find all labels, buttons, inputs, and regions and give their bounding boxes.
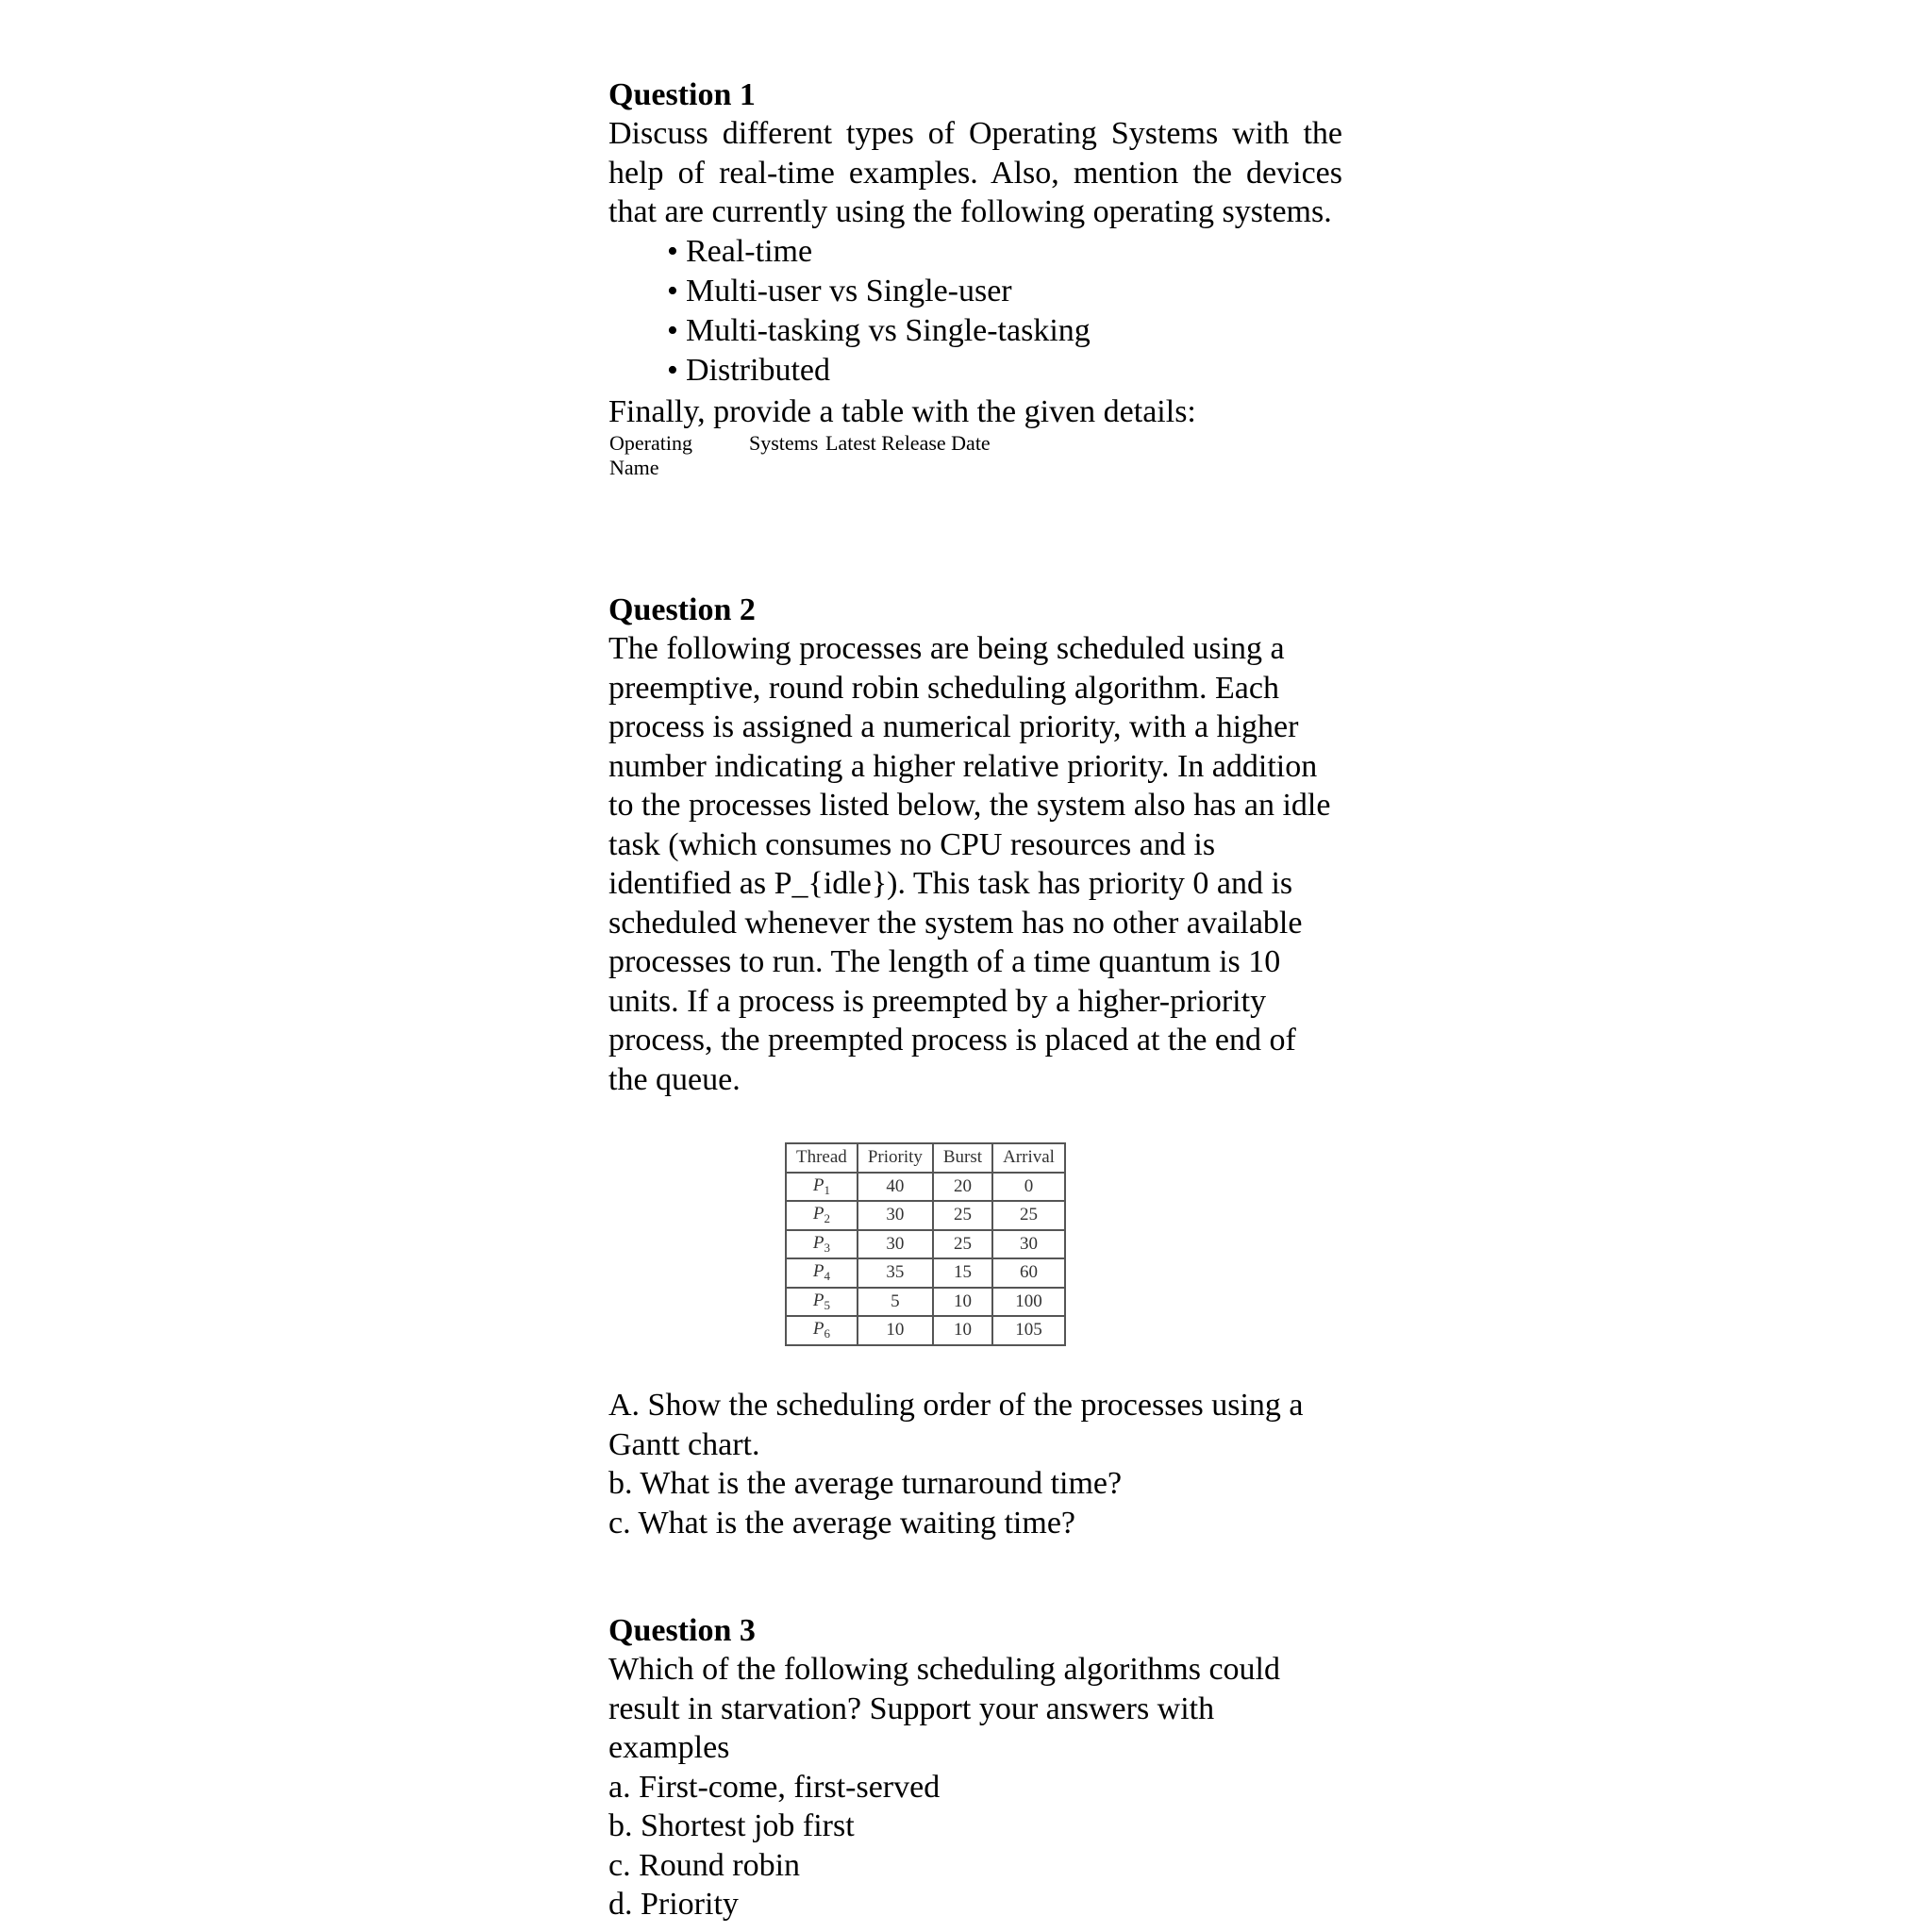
- burst-cell: 20: [933, 1173, 992, 1202]
- burst-cell: 25: [933, 1201, 992, 1230]
- table-row: [786, 1201, 1065, 1230]
- list-item: d. Priority: [608, 1887, 739, 1922]
- arrival-cell: 105: [992, 1316, 1065, 1345]
- table-header-row: [786, 1143, 1065, 1173]
- column-systems: Systems: [749, 431, 819, 455]
- burst-cell: 15: [933, 1258, 992, 1288]
- arrival-cell: 60: [992, 1258, 1065, 1288]
- question-1: [608, 75, 1342, 488]
- question-3-body: Which of the following scheduling algorithms could result in starvation? Support your answers with examples: [608, 1652, 1280, 1765]
- question-2-part-b: b. What is the average turnaround time?: [608, 1466, 1123, 1501]
- thread-cell: $P_5$: [786, 1288, 858, 1317]
- bullet-icon: •: [667, 273, 678, 308]
- priority-cell: 30: [858, 1230, 933, 1259]
- column-operating-name: Operating Name: [609, 431, 692, 479]
- bullet-icon: •: [667, 312, 678, 348]
- question-1-body: Discuss different types of Operating Systems with the help of real-time examples. Also, mention the devices that are currently using the following operating systems.: [608, 116, 1342, 229]
- list-item: • Multi-tasking vs Single-tasking: [667, 311, 1342, 351]
- list-item: • Multi-user vs Single-user: [667, 272, 1342, 311]
- bullet-icon: •: [667, 233, 678, 269]
- question-1-finally: Finally, provide a table with the given details:: [608, 393, 1196, 429]
- thread-cell: $P_2$: [786, 1201, 858, 1230]
- thread-cell: $P_1$: [786, 1173, 858, 1202]
- header-thread: Thread: [786, 1143, 858, 1173]
- list-item: c. Round robin: [608, 1847, 801, 1883]
- table-row: [786, 1230, 1065, 1259]
- priority-cell: 5: [858, 1288, 933, 1317]
- arrival-cell: 25: [992, 1201, 1065, 1230]
- thread-cell: $P_6$: [786, 1316, 858, 1345]
- question-1-bullet-list: [608, 232, 1342, 391]
- priority-cell: 10: [858, 1316, 933, 1345]
- process-table: [785, 1142, 1066, 1346]
- bullet-icon: •: [667, 352, 678, 388]
- process-table-wrapper: [785, 1142, 1066, 1346]
- thread-cell: $P_4$: [786, 1258, 858, 1288]
- list-item: b. Shortest job first: [608, 1808, 855, 1843]
- table-row: [786, 1316, 1065, 1345]
- question-2-part-c: c. What is the average waiting time?: [608, 1505, 1076, 1541]
- question-2-parts: [608, 1386, 1342, 1542]
- question-2-title: Question 2: [608, 592, 756, 627]
- question-2-body: The following processes are being scheduled using a preemptive, round robin scheduling algorithm. Each process is assigned a numerical priority, with a higher number indicating a higher relative priority. In addition to the processes listed below, the system also has an idle task (which consumes no CPU resources and is identified as P_{idle}). This task has priority 0 and is scheduled whenever the system has no other available processes to run. The length of a time quantum is 10 units. If a process is preempted by a higher-priority process, the preempted process is placed at the end of the queue.: [608, 631, 1331, 1097]
- list-item: a. First-come, first-served: [608, 1769, 941, 1805]
- table-row: [786, 1288, 1065, 1317]
- column-latest-release-date: Latest Release Date: [825, 431, 991, 455]
- arrival-cell: 0: [992, 1173, 1065, 1202]
- list-item: • Real-time: [667, 232, 1342, 272]
- header-burst: Burst: [933, 1143, 992, 1173]
- burst-cell: 10: [933, 1316, 992, 1345]
- burst-cell: 25: [933, 1230, 992, 1259]
- thread-cell: $P_3$: [786, 1230, 858, 1259]
- burst-cell: 10: [933, 1288, 992, 1317]
- list-item: • Distributed: [667, 351, 1342, 391]
- header-priority: Priority: [858, 1143, 933, 1173]
- header-arrival: Arrival: [992, 1143, 1065, 1173]
- arrival-cell: 100: [992, 1288, 1065, 1317]
- question-3-title: Question 3: [608, 1613, 756, 1648]
- question-2: [608, 591, 1342, 1099]
- question-2-part-a: A. Show the scheduling order of the processes using a Gantt chart.: [608, 1388, 1304, 1462]
- priority-cell: 40: [858, 1173, 933, 1202]
- table-row: [786, 1173, 1065, 1202]
- priority-cell: 30: [858, 1201, 933, 1230]
- priority-cell: 35: [858, 1258, 933, 1288]
- question-1-title: Question 1: [608, 77, 756, 112]
- os-details-table-header: [608, 431, 1342, 488]
- arrival-cell: 30: [992, 1230, 1065, 1259]
- question-3: [608, 1611, 1342, 1924]
- table-row: [786, 1258, 1065, 1288]
